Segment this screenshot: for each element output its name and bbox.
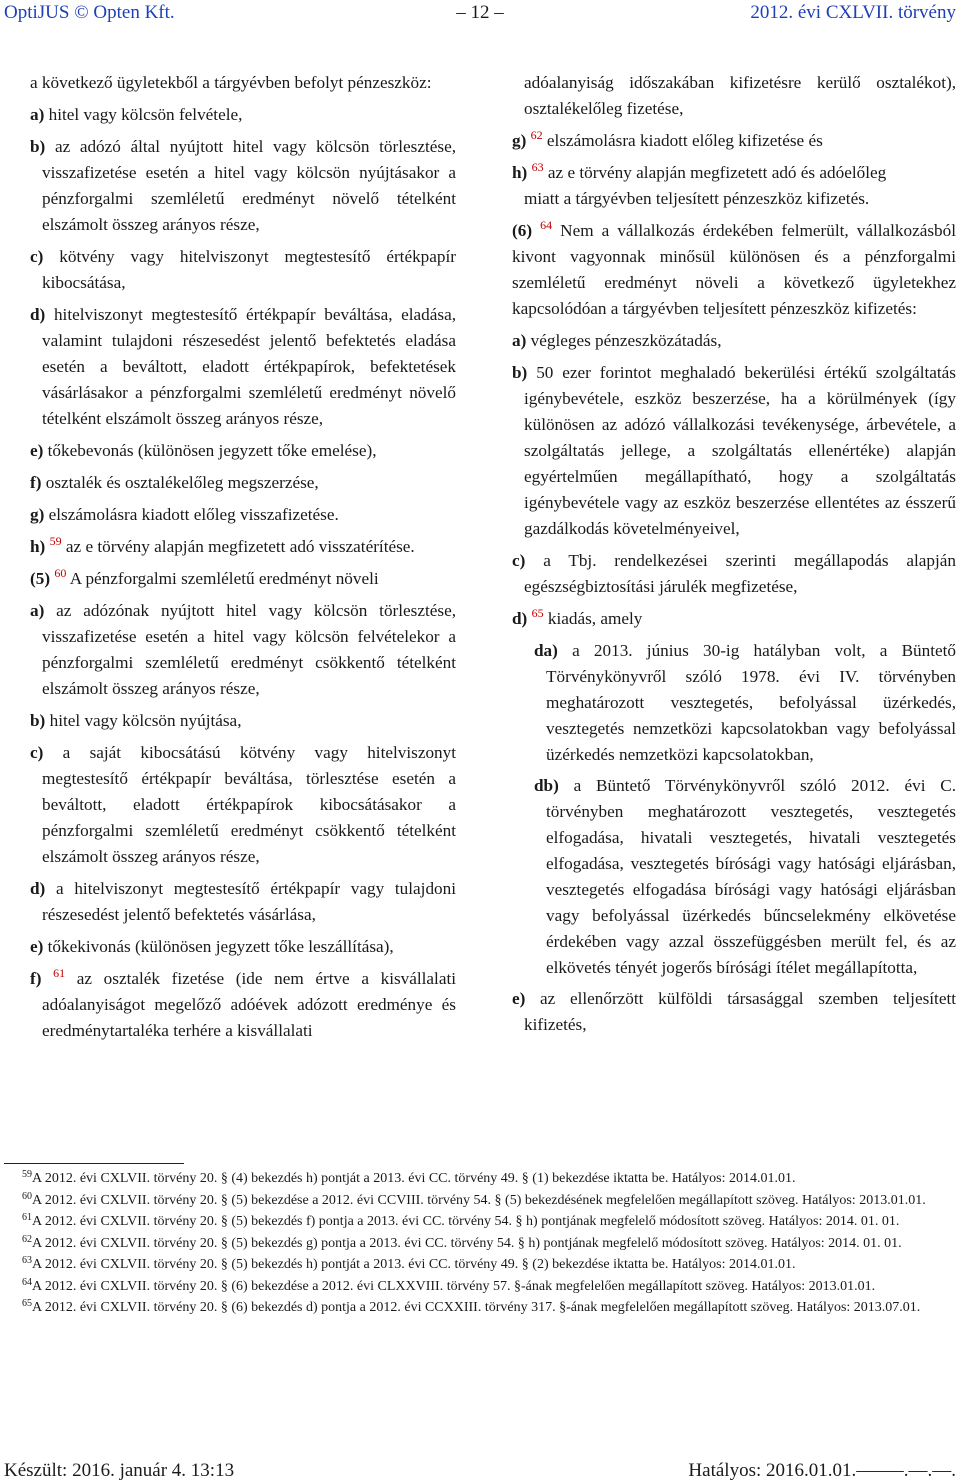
list-item bbox=[30, 102, 456, 128]
item-marker: c) bbox=[512, 551, 526, 570]
item-text: hitel vagy kölcsön felvétele, bbox=[48, 105, 243, 124]
paragraph-6 bbox=[512, 218, 956, 322]
item-marker: b) bbox=[30, 711, 46, 730]
item-text: 50 ezer forintot meghaladó bekerülési értékű szolgáltatás igénybevétele, eszköz beszerzése, ha a körülmények (így különösen az adózó vállalkozási tevékenysége, árbevétele, a szolgáltatás jellege, a szolgáltatás ellenértéke) alapján egyértelműen megállapítható, hogy a szolgáltatás igénybevétele vagy az eszköz beszerzése ellentétes az ésszerű gazdálkodás követelményeivel, bbox=[524, 363, 957, 538]
effective-date: Hatályos: 2016.01.01.–––––.––.––. bbox=[688, 1460, 956, 1481]
footnote-number: 59 bbox=[22, 1169, 32, 1180]
footnote-text: A 2012. évi CXLVII. törvény 20. § (5) bekezdés h) pontját a 2013. évi CC. törvény 49. § (2) bekezdése iktatta be. Hatályos: 2014.01.01. bbox=[32, 1257, 796, 1272]
item-marker: e) bbox=[512, 989, 526, 1008]
item-marker: d) bbox=[30, 305, 46, 324]
footnotes bbox=[4, 1168, 956, 1319]
footnote bbox=[4, 1190, 956, 1212]
footnote bbox=[4, 1168, 956, 1190]
paragraph-text: A pénzforgalmi szemléletű eredményt növeli bbox=[69, 569, 379, 588]
footnote-ref[interactable]: 65 bbox=[531, 606, 544, 620]
list-item bbox=[30, 966, 456, 1044]
page-header bbox=[4, 0, 956, 26]
footnote-number: 61 bbox=[22, 1212, 32, 1223]
item-text: elszámolásra kiadott előleg kifizetése és bbox=[546, 131, 823, 150]
item-marker: a) bbox=[30, 601, 45, 620]
paragraph-marker: (6) bbox=[512, 221, 533, 240]
item-marker: a) bbox=[30, 105, 45, 124]
item-text: a hitelviszonyt megtestesítő értékpapír vagy tulajdoni részesedést jelentő befektetés vásárlása, bbox=[42, 879, 456, 924]
list-item bbox=[512, 986, 956, 1038]
item-text: osztalék és osztalékelőleg megszerzése, bbox=[45, 473, 319, 492]
footnote-ref[interactable]: 59 bbox=[49, 534, 62, 548]
list-item bbox=[30, 740, 456, 870]
footnote bbox=[4, 1233, 956, 1255]
item-text: tőkekivonás (különösen jegyzett tőke leszállítása), bbox=[47, 937, 394, 956]
list-item bbox=[512, 606, 956, 632]
list-item bbox=[512, 360, 956, 542]
item-text: elszámolásra kiadott előleg visszafizetése. bbox=[48, 505, 339, 524]
footnote-number: 64 bbox=[22, 1276, 32, 1288]
generated-date: Készült: 2016. január 4. 13:13 bbox=[4, 1460, 235, 1481]
item-marker: c) bbox=[30, 247, 44, 266]
item-marker: f) bbox=[30, 969, 42, 988]
item-text: az adózó által nyújtott hitel vagy kölcsön törlesztése, visszafizetése esetén a hitel vagy kölcsön nyújtásakor a pénzforgalmi szemléletű eredményt növelő tételként elszámolt összeg arányos része, bbox=[42, 137, 456, 234]
footnote-text: A 2012. évi CXLVII. törvény 20. § (5) bekezdése a 2012. évi CCVIII. törvény 54. § (5) bekezdésének megfelelően megállapított szöveg. Hatályos: 2013.01.01. bbox=[32, 1192, 926, 1208]
item-text: az adózónak nyújtott hitel vagy kölcsön törlesztése, visszafizetése esetén a hitel vagy kölcsön felvételekor a pénzforgalmi szemléletű eredményt csökkentő tételként elszámolt összeg arányos része, bbox=[42, 601, 456, 698]
sub-item bbox=[534, 638, 956, 768]
item-marker: f) bbox=[30, 473, 42, 492]
item-marker: c) bbox=[30, 743, 44, 762]
item-text: az e törvény alapján megfizetett adó visszatérítése. bbox=[65, 537, 415, 556]
item-marker: e) bbox=[30, 441, 44, 460]
footnote-ref[interactable]: 63 bbox=[531, 160, 544, 174]
right-column bbox=[512, 70, 956, 1044]
footnote-text: A 2012. évi CXLVII. törvény 20. § (5) bekezdés g) pontja a 2013. évi CC. törvény 54. § h) pontjának megfelelő módosított szöveg. Hatályos: 2014. 01. 01. bbox=[32, 1235, 902, 1251]
item-text: a saját kibocsátású kötvény vagy hitelviszonyt megtestesítő értékpapír beváltása, törlesztése esetén a beváltott, eladott értékpapírok kibocsátásakor a pénzforgalmi szemléletű eredményt csökkentő tételként elszámolt összeg arányos része, bbox=[42, 743, 457, 866]
item-marker: a) bbox=[512, 331, 527, 350]
item-text: hitel vagy kölcsön nyújtása, bbox=[49, 711, 242, 730]
footnote bbox=[4, 1254, 956, 1276]
paragraph-intro: a következő ügyletekből a tárgyévben befolyt pénzeszköz: bbox=[30, 73, 432, 92]
list-item bbox=[30, 438, 456, 464]
footnote bbox=[4, 1297, 956, 1319]
item-text: a Büntető Törvénykönyvről szóló 2012. évi C. törvényben meghatározott vesztegetés, vesztegetés elfogadása, hivatali vesztegetés, hivatali vesztegetés elfogadása, vesztegetés bírósági vagy hatósági eljárásban, vesztegetés elfogadása bírósági vagy hatósági eljárásban vagy befolyással üzérkedés bűncselekmény elkövetése érdekében vagy azzal összefüggésben merült fel, és az elkövetés tényét jogerős bírósági ítélet megállapította, bbox=[546, 776, 956, 977]
list-item bbox=[30, 470, 456, 496]
paragraph-marker: (5) bbox=[30, 569, 51, 588]
left-column bbox=[30, 70, 456, 1050]
list-5 bbox=[30, 598, 456, 1044]
item-text: a 2013. június 30-ig hatályban volt, a Büntető Törvénykönyvről szóló 1978. évi IV. törvényben meghatározott vesztegetés, befolyással üzérkedés, vesztegetés nemzetközi kapcsolatokban vagy befolyással üzérkedés nemzetközi kapcsolatokban, bbox=[546, 641, 956, 764]
list-item bbox=[512, 548, 956, 600]
footnote-text: A 2012. évi CXLVII. törvény 20. § (6) bekezdés d) pontja a 2012. évi CCXXIII. törvény 317. §-ának megfelelően megállapított szöveg. Hatályos: 2013.07.01. bbox=[32, 1300, 921, 1315]
footnote-ref[interactable]: 62 bbox=[530, 128, 543, 142]
list-item bbox=[512, 328, 956, 354]
sub-item bbox=[534, 773, 956, 981]
page-number: – 12 – bbox=[456, 2, 504, 23]
list-item bbox=[512, 128, 956, 154]
item-marker: d) bbox=[30, 879, 46, 898]
item-text: a Tbj. rendelkezései szerinti megállapodás alapján egészségbiztosítási járulék megfizetése, bbox=[524, 551, 956, 596]
footnote-divider bbox=[4, 1163, 184, 1164]
footnote bbox=[4, 1276, 956, 1298]
list-item bbox=[30, 708, 456, 734]
paragraph-text: Nem a vállalkozás érdekében felmerült, vállalkozásból kivont vagyonnak minősül különösen és a pénzforgalmi szemléletű eredményt növeli a következő ügyletekhez kapcsolódóan a tárgyévben teljesített pénzeszköz kifizetés: bbox=[512, 221, 956, 318]
paragraph-5 bbox=[30, 566, 456, 592]
item-text: az e törvény alapján megfizetett adó és adóelőleg bbox=[547, 163, 887, 182]
footnote-number: 62 bbox=[22, 1233, 32, 1245]
list-item bbox=[30, 302, 456, 432]
item-marker: db) bbox=[534, 776, 559, 795]
item-marker: b) bbox=[512, 363, 528, 382]
item-marker: d) bbox=[512, 609, 528, 628]
footnote-number: 65 bbox=[22, 1298, 32, 1309]
item-marker: h) bbox=[30, 537, 46, 556]
item-marker: da) bbox=[534, 641, 558, 660]
item-text: hitelviszonyt megtestesítő értékpapír beváltása, eladása, valamint tulajdoni részesedést jelentő befektetés eladása esetén a beváltott, eladott értékpapírok, befektetések vásárlásakor a pénzforgalmi szemléletű eredményt növelő tételként elszámolt összeg arányos része, bbox=[42, 305, 457, 428]
item-marker: g) bbox=[30, 505, 45, 524]
footnote-text: A 2012. évi CXLVII. törvény 20. § (4) bekezdés h) pontját a 2013. évi CC. törvény 49. § (1) bekezdése iktatta be. Hatályos: 2014.01.01. bbox=[32, 1171, 796, 1186]
item-marker: g) bbox=[512, 131, 527, 150]
footnote-ref[interactable]: 64 bbox=[540, 218, 553, 232]
footnote-number: 63 bbox=[22, 1255, 32, 1266]
footnote-ref[interactable]: 60 bbox=[54, 566, 67, 580]
list-item bbox=[30, 534, 456, 560]
item-text: az osztalék fizetése (ide nem értve a kisvállalati adóalanyiságot megelőző adóévek adózott eredménye és eredménytartaléka terhére a kisvállalati bbox=[42, 969, 457, 1040]
item-text: tőkebevonás (különösen jegyzett tőke emelése), bbox=[47, 441, 377, 460]
footnote-ref[interactable]: 61 bbox=[53, 966, 66, 980]
item-marker: b) bbox=[30, 137, 46, 156]
list-item bbox=[30, 502, 456, 528]
item-text: kiadás, amely bbox=[547, 609, 643, 628]
closing-text: miatt a tárgyévben teljesített pénzeszköz kifizetés. bbox=[524, 189, 870, 208]
law-title: 2012. évi CXLVII. törvény bbox=[750, 2, 956, 23]
page-footer bbox=[4, 1458, 956, 1484]
list-6 bbox=[512, 328, 956, 1038]
list-item bbox=[30, 244, 456, 296]
list-item bbox=[30, 876, 456, 928]
item-text: kötvény vagy hitelviszonyt megtestesítő értékpapír kibocsátása, bbox=[42, 247, 456, 292]
list-item bbox=[30, 934, 456, 960]
list-item bbox=[30, 598, 456, 702]
footnote-text: A 2012. évi CXLVII. törvény 20. § (5) bekezdés f) pontja a 2013. évi CC. törvény 54. § h) pontjának megfelelő módosított szöveg. Hatályos: 2014. 01. 01. bbox=[32, 1214, 900, 1229]
footnote-text: A 2012. évi CXLVII. törvény 20. § (6) bekezdése a 2012. évi CLXXVIII. törvény 57. §-ának megfelelően megállapított szöveg. Hatályos: 2013.01.01. bbox=[32, 1278, 876, 1294]
footnote-number: 60 bbox=[22, 1190, 32, 1202]
item-marker: h) bbox=[512, 163, 528, 182]
list-item bbox=[512, 160, 956, 186]
item-text: az ellenőrzött külföldi társasággal szemben teljesített kifizetés, bbox=[524, 989, 956, 1034]
list-4 bbox=[30, 102, 456, 560]
list-item bbox=[30, 134, 456, 238]
publisher-label: OptiJUS © Opten Kft. bbox=[4, 2, 175, 23]
continued-text: adóalanyiság időszakában kifizetésre kerülő osztalékot), osztalékelőleg fizetése, bbox=[524, 73, 956, 118]
item-text: végleges pénzeszközátadás, bbox=[530, 331, 722, 350]
item-marker: e) bbox=[30, 937, 44, 956]
footnote bbox=[4, 1211, 956, 1233]
